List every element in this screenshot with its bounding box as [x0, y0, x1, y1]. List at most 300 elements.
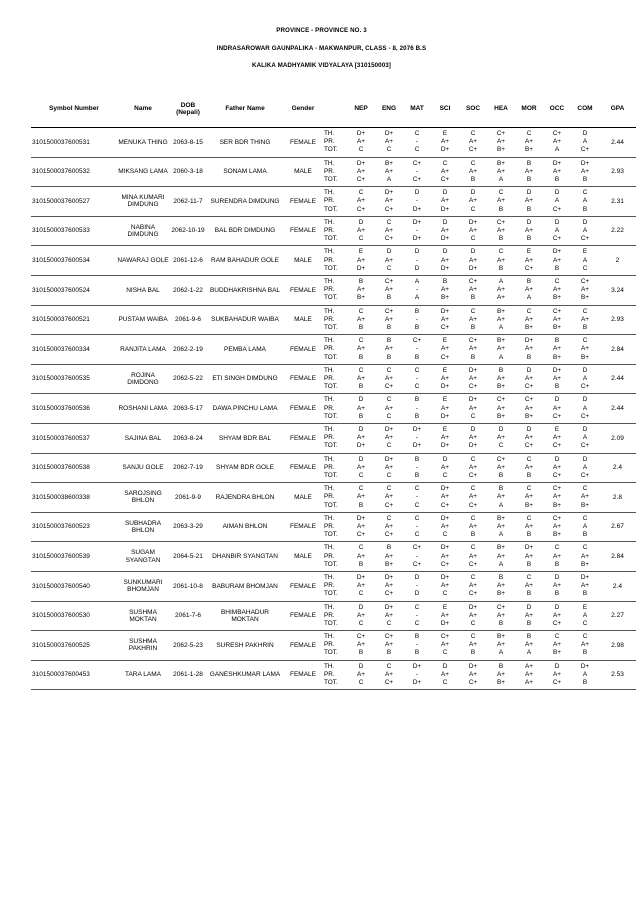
school-title: KALIKA MADHYAMIK VIDYALAYA [310150003] — [252, 62, 391, 69]
grade-value: A — [582, 611, 588, 619]
grade-value: A — [582, 226, 588, 234]
subject-grades — [487, 364, 515, 394]
grade-value: A — [554, 226, 560, 234]
grade-value: A+ — [497, 167, 505, 175]
grade-row-label: PR. — [324, 167, 335, 175]
grade-value: C — [358, 146, 364, 154]
grade-value: D — [470, 425, 476, 433]
grade-value: B — [414, 649, 420, 657]
subject-grades — [459, 275, 487, 305]
grade-row-labels — [323, 660, 347, 690]
student-row — [31, 335, 636, 365]
grade-value: D+ — [440, 146, 450, 154]
subject-grades — [431, 157, 459, 187]
grade-value: D — [498, 425, 504, 433]
subject-grades — [403, 542, 431, 572]
subject-grades — [375, 631, 403, 661]
grade-value: A+ — [525, 463, 533, 471]
col-label — [323, 90, 347, 128]
grade-value: B — [582, 531, 588, 539]
col-dob — [169, 90, 207, 128]
grade-row-labels — [323, 601, 347, 631]
grade-value: C+ — [552, 471, 562, 479]
gpa-value: 2.44 — [599, 364, 636, 394]
grade-value: A+ — [525, 522, 533, 530]
col-subject: NEP — [347, 90, 375, 128]
grade-row-label: PR. — [324, 404, 335, 412]
col-subject: HEA — [487, 90, 515, 128]
student-row — [31, 631, 636, 661]
student-row — [31, 157, 636, 187]
symbol-number: 3101500037600538 — [31, 453, 117, 483]
grade-value: C — [470, 544, 476, 552]
symbol-number: 3101500037600533 — [31, 216, 117, 246]
grade-value: C — [582, 544, 588, 552]
grade-row-labels — [323, 216, 347, 246]
grade-value: D+ — [580, 159, 590, 167]
student-name: NABINA DIMDUNG — [117, 216, 169, 246]
subject-grades — [571, 128, 599, 158]
grade-value: C+ — [468, 383, 478, 391]
grade-value: A+ — [441, 138, 449, 146]
grade-value: D+ — [440, 544, 450, 552]
grade-value: C+ — [356, 633, 366, 641]
grade-value: B — [414, 353, 420, 361]
grade-value: A — [582, 404, 588, 412]
student-name: ROSHANI LAMA — [117, 394, 169, 424]
grade-row-label: TOT. — [324, 383, 338, 391]
symbol-number: 3101500037600521 — [31, 305, 117, 335]
grade-value: A+ — [357, 286, 365, 294]
grade-value: B+ — [497, 679, 505, 687]
grade-value: B+ — [497, 514, 505, 522]
grade-value: D+ — [580, 573, 590, 581]
father-name: SONAM LAMA — [207, 157, 283, 187]
grade-value: A+ — [441, 226, 449, 234]
subject-grades — [543, 512, 571, 542]
subject-grades — [543, 216, 571, 246]
grade-row-label: TH. — [324, 159, 335, 167]
grade-value: A+ — [469, 611, 477, 619]
father-name: BAL BDR DIMDUNG — [207, 216, 283, 246]
grade-value: D+ — [384, 189, 394, 197]
grade-value: C — [442, 159, 448, 167]
subject-grades — [375, 601, 403, 631]
date-of-birth: 2064-5-21 — [169, 542, 207, 572]
subject-grades — [347, 423, 375, 453]
grade-value: C — [442, 590, 448, 598]
symbol-number: 3101500037600525 — [31, 631, 117, 661]
grade-value: C+ — [384, 277, 394, 285]
subject-grades — [431, 335, 459, 365]
grade-row-label: TOT. — [324, 531, 338, 539]
grade-value: D+ — [552, 248, 562, 256]
grade-value: C — [582, 619, 588, 627]
grade-row-label: TH. — [324, 218, 335, 226]
subject-grades — [571, 423, 599, 453]
grade-value: D+ — [384, 573, 394, 581]
gpa-value: 2.44 — [599, 394, 636, 424]
grade-value: D+ — [384, 455, 394, 463]
subject-grades — [515, 601, 543, 631]
grade-value: D — [414, 189, 420, 197]
date-of-birth: 2061-1-28 — [169, 660, 207, 690]
subject-grades — [403, 305, 431, 335]
grade-value: C+ — [580, 146, 590, 154]
grade-row-labels — [323, 542, 347, 572]
father-name: SURESH PAKHRIN — [207, 631, 283, 661]
grade-value: A+ — [497, 138, 505, 146]
gender: FEMALE — [283, 453, 323, 483]
grade-value: D+ — [356, 130, 366, 138]
grade-value: C+ — [440, 323, 450, 331]
grade-value: A+ — [441, 493, 449, 501]
subject-grades — [543, 246, 571, 276]
grade-value: B — [526, 353, 532, 361]
grade-value: B+ — [441, 294, 449, 302]
grade-value: A+ — [525, 197, 533, 205]
grade-value: A+ — [385, 582, 393, 590]
grade-row-labels — [323, 423, 347, 453]
gender: MALE — [283, 542, 323, 572]
grade-value: A+ — [357, 345, 365, 353]
grade-value: - — [415, 286, 419, 294]
subject-grades — [403, 128, 431, 158]
grade-value: C+ — [384, 501, 394, 509]
grade-row-label: PR. — [324, 286, 335, 294]
col-dob-line2: (Nepali) — [176, 108, 200, 116]
subject-grades — [403, 394, 431, 424]
grade-value: D — [358, 218, 364, 226]
father-name: PEMBA LAMA — [207, 335, 283, 365]
grade-value: B+ — [553, 294, 561, 302]
grade-row-labels — [323, 453, 347, 483]
date-of-birth: 2061-10-8 — [169, 571, 207, 601]
subject-grades — [459, 601, 487, 631]
grade-value: B — [526, 633, 532, 641]
grade-value: D — [582, 425, 588, 433]
grade-value: A+ — [581, 493, 589, 501]
subject-grades — [347, 631, 375, 661]
subject-grades — [431, 364, 459, 394]
grade-value: C+ — [524, 396, 534, 404]
grade-value: C — [526, 455, 532, 463]
grade-value: A+ — [385, 493, 393, 501]
date-of-birth: 2062-5-22 — [169, 364, 207, 394]
grade-value: C+ — [524, 383, 534, 391]
subject-grades — [431, 542, 459, 572]
student-row — [31, 483, 636, 513]
grade-value: D+ — [440, 442, 450, 450]
grade-row-label: TH. — [324, 189, 335, 197]
subject-grades — [375, 660, 403, 690]
grade-value: B — [526, 590, 532, 598]
grade-value: C+ — [468, 501, 478, 509]
grade-value: A+ — [553, 552, 561, 560]
grade-value: A+ — [357, 315, 365, 323]
grade-value: A — [498, 501, 504, 509]
subject-grades — [431, 423, 459, 453]
subject-grades — [487, 512, 515, 542]
grade-value: A+ — [497, 315, 505, 323]
grade-value: E — [442, 396, 448, 404]
gender: MALE — [283, 483, 323, 513]
grade-value: C+ — [552, 205, 562, 213]
grade-value: D — [358, 603, 364, 611]
gender: MALE — [283, 305, 323, 335]
subject-grades — [543, 275, 571, 305]
grade-value: C — [470, 159, 476, 167]
grade-value: C — [414, 485, 420, 493]
grade-value: B — [498, 471, 504, 479]
subject-grades — [347, 275, 375, 305]
date-of-birth: 2062-10-19 — [169, 216, 207, 246]
symbol-number: 3101500037600537 — [31, 423, 117, 453]
subject-grades — [515, 275, 543, 305]
grade-value: A+ — [441, 522, 449, 530]
student-row — [31, 571, 636, 601]
grade-value: C+ — [580, 235, 590, 243]
subject-grades — [571, 305, 599, 335]
grade-value: A+ — [357, 552, 365, 560]
grade-value: A+ — [441, 670, 449, 678]
subject-grades — [375, 246, 403, 276]
grade-row-label: TOT. — [324, 294, 338, 302]
grade-value: B — [470, 531, 476, 539]
grade-value: B — [582, 649, 588, 657]
grade-value: B+ — [385, 560, 393, 568]
symbol-number: 3101500037600527 — [31, 187, 117, 217]
grade-row-label: PR. — [324, 463, 335, 471]
grade-value: B — [582, 323, 588, 331]
grade-value: D — [442, 662, 448, 670]
subject-grades — [347, 246, 375, 276]
grade-value: A — [498, 323, 504, 331]
student-name: SUSHMA MOKTAN — [117, 601, 169, 631]
grade-value: B — [414, 471, 420, 479]
subject-grades — [403, 364, 431, 394]
grade-row-label: PR. — [324, 670, 335, 678]
grade-value: A+ — [441, 345, 449, 353]
student-row — [31, 512, 636, 542]
grade-value: A — [554, 197, 560, 205]
grade-value: A — [498, 353, 504, 361]
grade-value: C+ — [384, 383, 394, 391]
date-of-birth: 2063-3-29 — [169, 512, 207, 542]
grade-value: A — [582, 522, 588, 530]
date-of-birth: 2063-5-17 — [169, 394, 207, 424]
grade-value: C — [358, 235, 364, 243]
grade-value: A+ — [553, 463, 561, 471]
grade-value: A+ — [497, 345, 505, 353]
grade-value: A+ — [385, 670, 393, 678]
student-name: SUBHADRA BHLON — [117, 512, 169, 542]
grade-value: D — [582, 455, 588, 463]
grade-value: C — [582, 633, 588, 641]
grade-value: - — [415, 256, 419, 264]
grade-row-label: TOT. — [324, 590, 338, 598]
grade-value: C+ — [412, 560, 422, 568]
grade-value: D+ — [468, 662, 478, 670]
grade-value: C — [358, 544, 364, 552]
grade-row-label: TOT. — [324, 146, 338, 154]
subject-grades — [375, 571, 403, 601]
grade-value: C+ — [496, 455, 506, 463]
grade-value: A+ — [441, 641, 449, 649]
grade-value: A+ — [469, 374, 477, 382]
grade-value: C+ — [356, 175, 366, 183]
grade-value: C — [582, 337, 588, 345]
subject-grades — [459, 542, 487, 572]
subject-grades — [487, 542, 515, 572]
student-row — [31, 453, 636, 483]
grade-value: C — [386, 146, 392, 154]
grade-value: B — [526, 531, 532, 539]
student-name: TARA LAMA — [117, 660, 169, 690]
subject-grades — [487, 423, 515, 453]
subject-grades — [347, 128, 375, 158]
grade-value: C — [498, 442, 504, 450]
grade-value: A+ — [525, 138, 533, 146]
gpa-value: 2.98 — [599, 631, 636, 661]
grade-value: C — [414, 130, 420, 138]
grade-value: D — [554, 603, 560, 611]
grade-value: A+ — [469, 463, 477, 471]
gender: FEMALE — [283, 216, 323, 246]
grade-value: C — [386, 366, 392, 374]
gender: FEMALE — [283, 571, 323, 601]
symbol-number: 3101500037600532 — [31, 157, 117, 187]
subject-grades — [403, 601, 431, 631]
grade-value: - — [415, 522, 419, 530]
grade-value: C+ — [496, 218, 506, 226]
subject-grades — [459, 335, 487, 365]
grade-value: B+ — [525, 146, 533, 154]
grade-value: C — [470, 455, 476, 463]
grade-value: B — [386, 294, 392, 302]
subject-grades — [543, 423, 571, 453]
grade-value: A — [498, 560, 504, 568]
subject-grades — [431, 305, 459, 335]
grade-value: C+ — [440, 560, 450, 568]
grade-value: C+ — [580, 383, 590, 391]
subject-grades — [571, 542, 599, 572]
grade-value: B — [386, 649, 392, 657]
grade-value: E — [442, 603, 448, 611]
grade-value: A+ — [497, 670, 505, 678]
grade-row-labels — [323, 571, 347, 601]
grade-value: A+ — [385, 641, 393, 649]
grade-value: C+ — [384, 205, 394, 213]
father-name: RAJENDRA BHLON — [207, 483, 283, 513]
grade-value: B — [554, 560, 560, 568]
grade-value: A+ — [497, 552, 505, 560]
grade-value: D — [414, 590, 420, 598]
grade-value: D — [414, 248, 420, 256]
grade-value: A — [582, 434, 588, 442]
grade-value: D+ — [412, 235, 422, 243]
subject-grades — [403, 453, 431, 483]
grade-value: A+ — [553, 286, 561, 294]
gender: FEMALE — [283, 187, 323, 217]
symbol-number: 3101500037600524 — [31, 275, 117, 305]
gender: FEMALE — [283, 128, 323, 158]
student-row — [31, 187, 636, 217]
grade-value: C+ — [468, 590, 478, 598]
grade-value: B+ — [497, 383, 505, 391]
grade-value: C — [386, 619, 392, 627]
subject-grades — [515, 423, 543, 453]
grade-row-label: PR. — [324, 197, 335, 205]
grade-value: D — [554, 573, 560, 581]
grade-value: B — [470, 175, 476, 183]
grade-row-label: TOT. — [324, 619, 338, 627]
grade-value: A+ — [385, 434, 393, 442]
grade-value: A+ — [385, 522, 393, 530]
grade-value: E — [582, 248, 588, 256]
grade-value: B — [358, 277, 364, 285]
grade-row-label: PR. — [324, 493, 335, 501]
grade-row-label: TH. — [324, 307, 335, 315]
grade-value: D+ — [468, 396, 478, 404]
grade-value: C+ — [384, 235, 394, 243]
grade-value: A+ — [525, 679, 533, 687]
subject-grades — [347, 512, 375, 542]
subject-grades — [515, 571, 543, 601]
student-row — [31, 246, 636, 276]
col-subject: COM — [571, 90, 599, 128]
grade-value: A+ — [441, 611, 449, 619]
grade-value: A+ — [581, 345, 589, 353]
grade-value: A+ — [497, 226, 505, 234]
grade-value: - — [415, 345, 419, 353]
grade-value: D+ — [552, 159, 562, 167]
grade-value: D+ — [468, 442, 478, 450]
grade-value: - — [415, 582, 419, 590]
grade-value: C — [414, 366, 420, 374]
subject-grades — [403, 335, 431, 365]
symbol-number: 3101500037600539 — [31, 542, 117, 572]
grade-value: A+ — [357, 582, 365, 590]
col-name: Name — [117, 90, 169, 128]
subject-grades — [347, 216, 375, 246]
grade-value: B+ — [497, 146, 505, 154]
grade-value: C — [526, 485, 532, 493]
grade-value: C — [470, 205, 476, 213]
grade-value: B — [554, 383, 560, 391]
grade-row-labels — [323, 512, 347, 542]
grade-value: D+ — [440, 619, 450, 627]
grade-value: A+ — [525, 374, 533, 382]
grade-row-labels — [323, 128, 347, 158]
grade-value: A+ — [385, 315, 393, 323]
subject-grades — [375, 542, 403, 572]
subject-grades — [347, 571, 375, 601]
subject-grades — [375, 128, 403, 158]
grade-value: A+ — [441, 582, 449, 590]
grade-value: C+ — [384, 531, 394, 539]
grade-value: C+ — [524, 264, 534, 272]
province-title: PROVINCE - PROVINCE NO. 3 — [276, 27, 367, 34]
subject-grades — [515, 187, 543, 217]
grade-value: B — [386, 323, 392, 331]
subject-grades — [431, 571, 459, 601]
symbol-number: 3101500037600334 — [31, 335, 117, 365]
grade-row-label: PR. — [324, 226, 335, 234]
grade-row-label: TH. — [324, 514, 335, 522]
grade-value: C — [526, 307, 532, 315]
grade-value: - — [415, 463, 419, 471]
